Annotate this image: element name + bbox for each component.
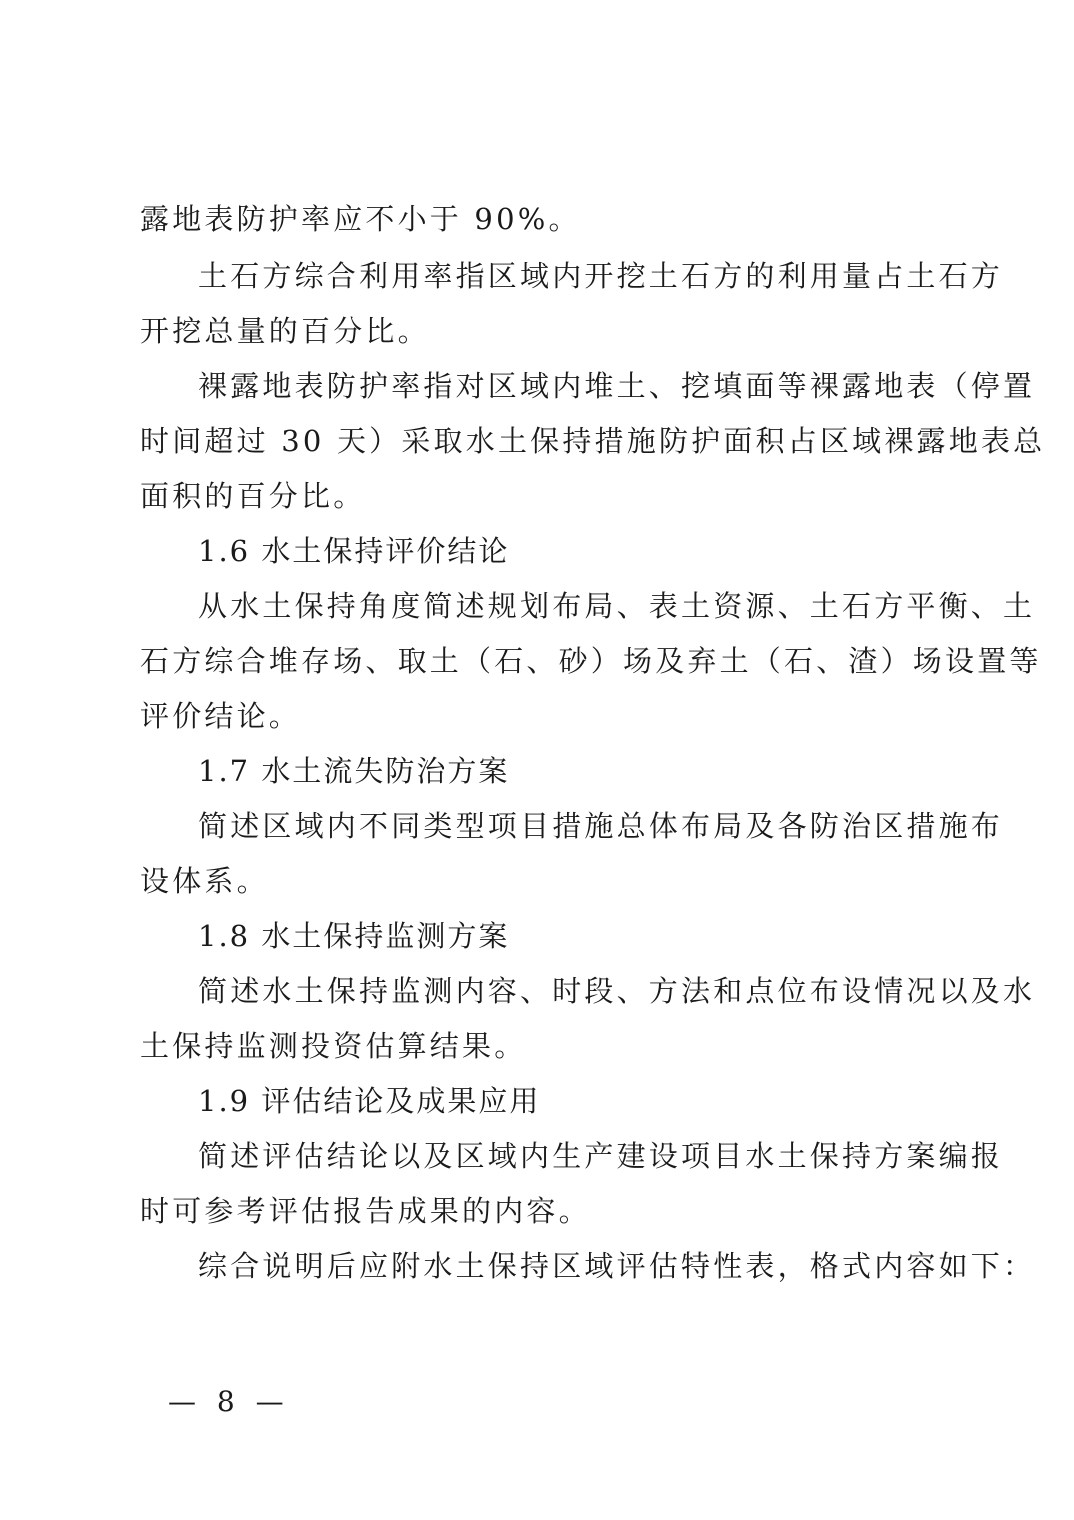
paragraph-line: 土保持监测投资估算结果。 bbox=[140, 1029, 527, 1063]
paragraph-line: 从水土保持角度简述规划布局、表土资源、土石方平衡、土 bbox=[198, 589, 1036, 623]
paragraph-line: 裸露地表防护率指对区域内堆土、挖填面等裸露地表（停置 bbox=[198, 369, 1036, 403]
section-heading: 1.7 水土流失防治方案 bbox=[198, 754, 510, 788]
paragraph-line: 面积的百分比。 bbox=[140, 479, 366, 513]
paragraph-line: 露地表防护率应不小于 90%。 bbox=[140, 202, 581, 236]
paragraph-line: 土石方综合利用率指区域内开挖土石方的利用量占土石方 bbox=[198, 259, 1004, 293]
paragraph-line: 时间超过 30 天）采取水土保持措施防护面积占区域裸露地表总 bbox=[140, 424, 1046, 458]
paragraph-line: 设体系。 bbox=[140, 864, 269, 898]
paragraph-line: 评价结论。 bbox=[140, 699, 302, 733]
section-heading: 1.8 水土保持监测方案 bbox=[198, 919, 510, 953]
page-number: — 8 — bbox=[168, 1385, 290, 1418]
paragraph-line: 时可参考评估报告成果的内容。 bbox=[140, 1194, 591, 1228]
paragraph-line: 开挖总量的百分比。 bbox=[140, 314, 430, 348]
paragraph-line: 简述评估结论以及区域内生产建设项目水土保持方案编报 bbox=[198, 1139, 1004, 1173]
paragraph-line: 石方综合堆存场、取土（石、砂）场及弃土（石、渣）场设置等 bbox=[140, 644, 1042, 678]
paragraph-line: 综合说明后应附水土保持区域评估特性表，格式内容如下： bbox=[198, 1249, 1036, 1283]
section-heading: 1.9 评估结论及成果应用 bbox=[198, 1084, 541, 1118]
section-heading: 1.6 水土保持评价结论 bbox=[198, 534, 510, 568]
paragraph-line: 简述区域内不同类型项目措施总体布局及各防治区措施布 bbox=[198, 809, 1004, 843]
paragraph-line: 简述水土保持监测内容、时段、方法和点位布设情况以及水 bbox=[198, 974, 1036, 1008]
